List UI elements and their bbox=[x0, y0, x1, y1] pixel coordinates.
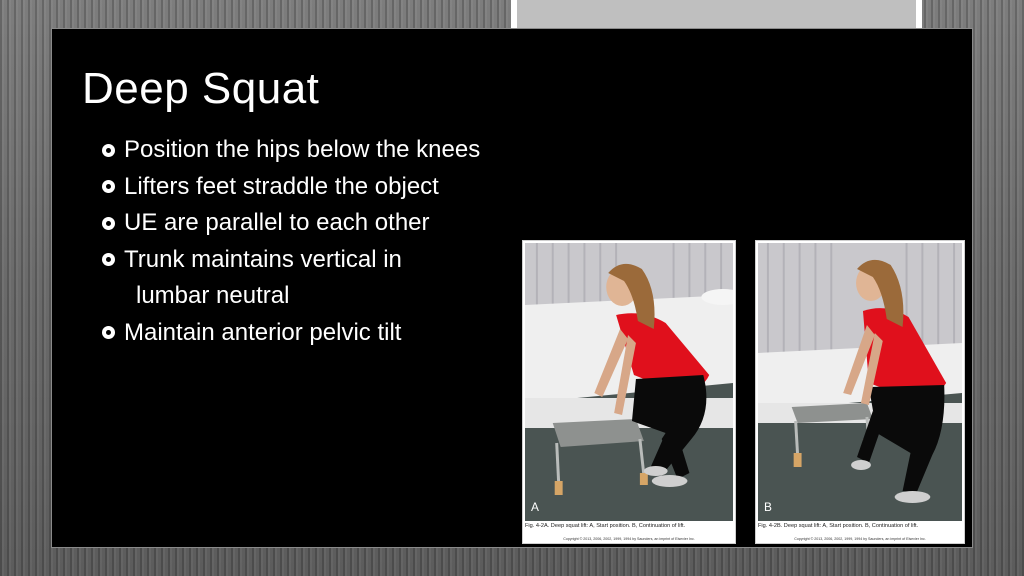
bullet-item bbox=[102, 169, 480, 206]
bullet-text: Maintain anterior pelvic tilt bbox=[124, 318, 402, 346]
bullet-circle-icon bbox=[102, 217, 115, 230]
bullet-item bbox=[102, 205, 480, 242]
squat-start-illustration bbox=[525, 243, 733, 521]
photo-scene bbox=[758, 243, 962, 521]
slide-title: Deep Squat bbox=[82, 64, 320, 113]
bullet-circle-icon bbox=[102, 180, 115, 193]
figure-copyright: Copyright © 2013, 2006, 2002, 1999, 1994 by Saunders, an imprint of Elsevier Inc. bbox=[794, 537, 926, 541]
figure-photo-start-position bbox=[522, 240, 736, 544]
figure-copyright: Copyright © 2013, 2006, 2002, 1999, 1994 by Saunders, an imprint of Elsevier Inc. bbox=[563, 537, 695, 541]
bullet-text: UE are parallel to each other bbox=[124, 209, 430, 236]
bullet-text: Lifters feet straddle the object bbox=[124, 172, 439, 200]
bullet-continuation bbox=[102, 278, 480, 315]
bullet-text: Trunk maintains vertical in bbox=[124, 245, 402, 273]
bullet-item bbox=[102, 242, 480, 279]
bullet-item bbox=[102, 315, 480, 352]
bullet-circle-icon bbox=[102, 326, 115, 339]
bullet-circle-icon bbox=[102, 144, 115, 157]
bullet-circle-icon bbox=[102, 253, 115, 266]
squat-continuation-illustration bbox=[758, 243, 962, 521]
bullet-text: Position the hips below the knees bbox=[124, 136, 481, 163]
photo-scene bbox=[525, 243, 733, 521]
bullet-list bbox=[102, 132, 480, 351]
figure-photo-continuation bbox=[755, 240, 965, 544]
figure-caption: Fig. 4-2B. Deep squat lift: A, Start position. B, Continuation of lift. bbox=[758, 523, 919, 529]
bullet-item bbox=[102, 132, 480, 169]
bullet-text: lumbar neutral bbox=[136, 282, 290, 309]
panel-letter: A bbox=[530, 499, 539, 515]
panel-letter: B bbox=[763, 499, 772, 515]
figure-caption: Fig. 4-2A. Deep squat lift: A, Start position. B, Continuation of lift. bbox=[525, 523, 686, 529]
